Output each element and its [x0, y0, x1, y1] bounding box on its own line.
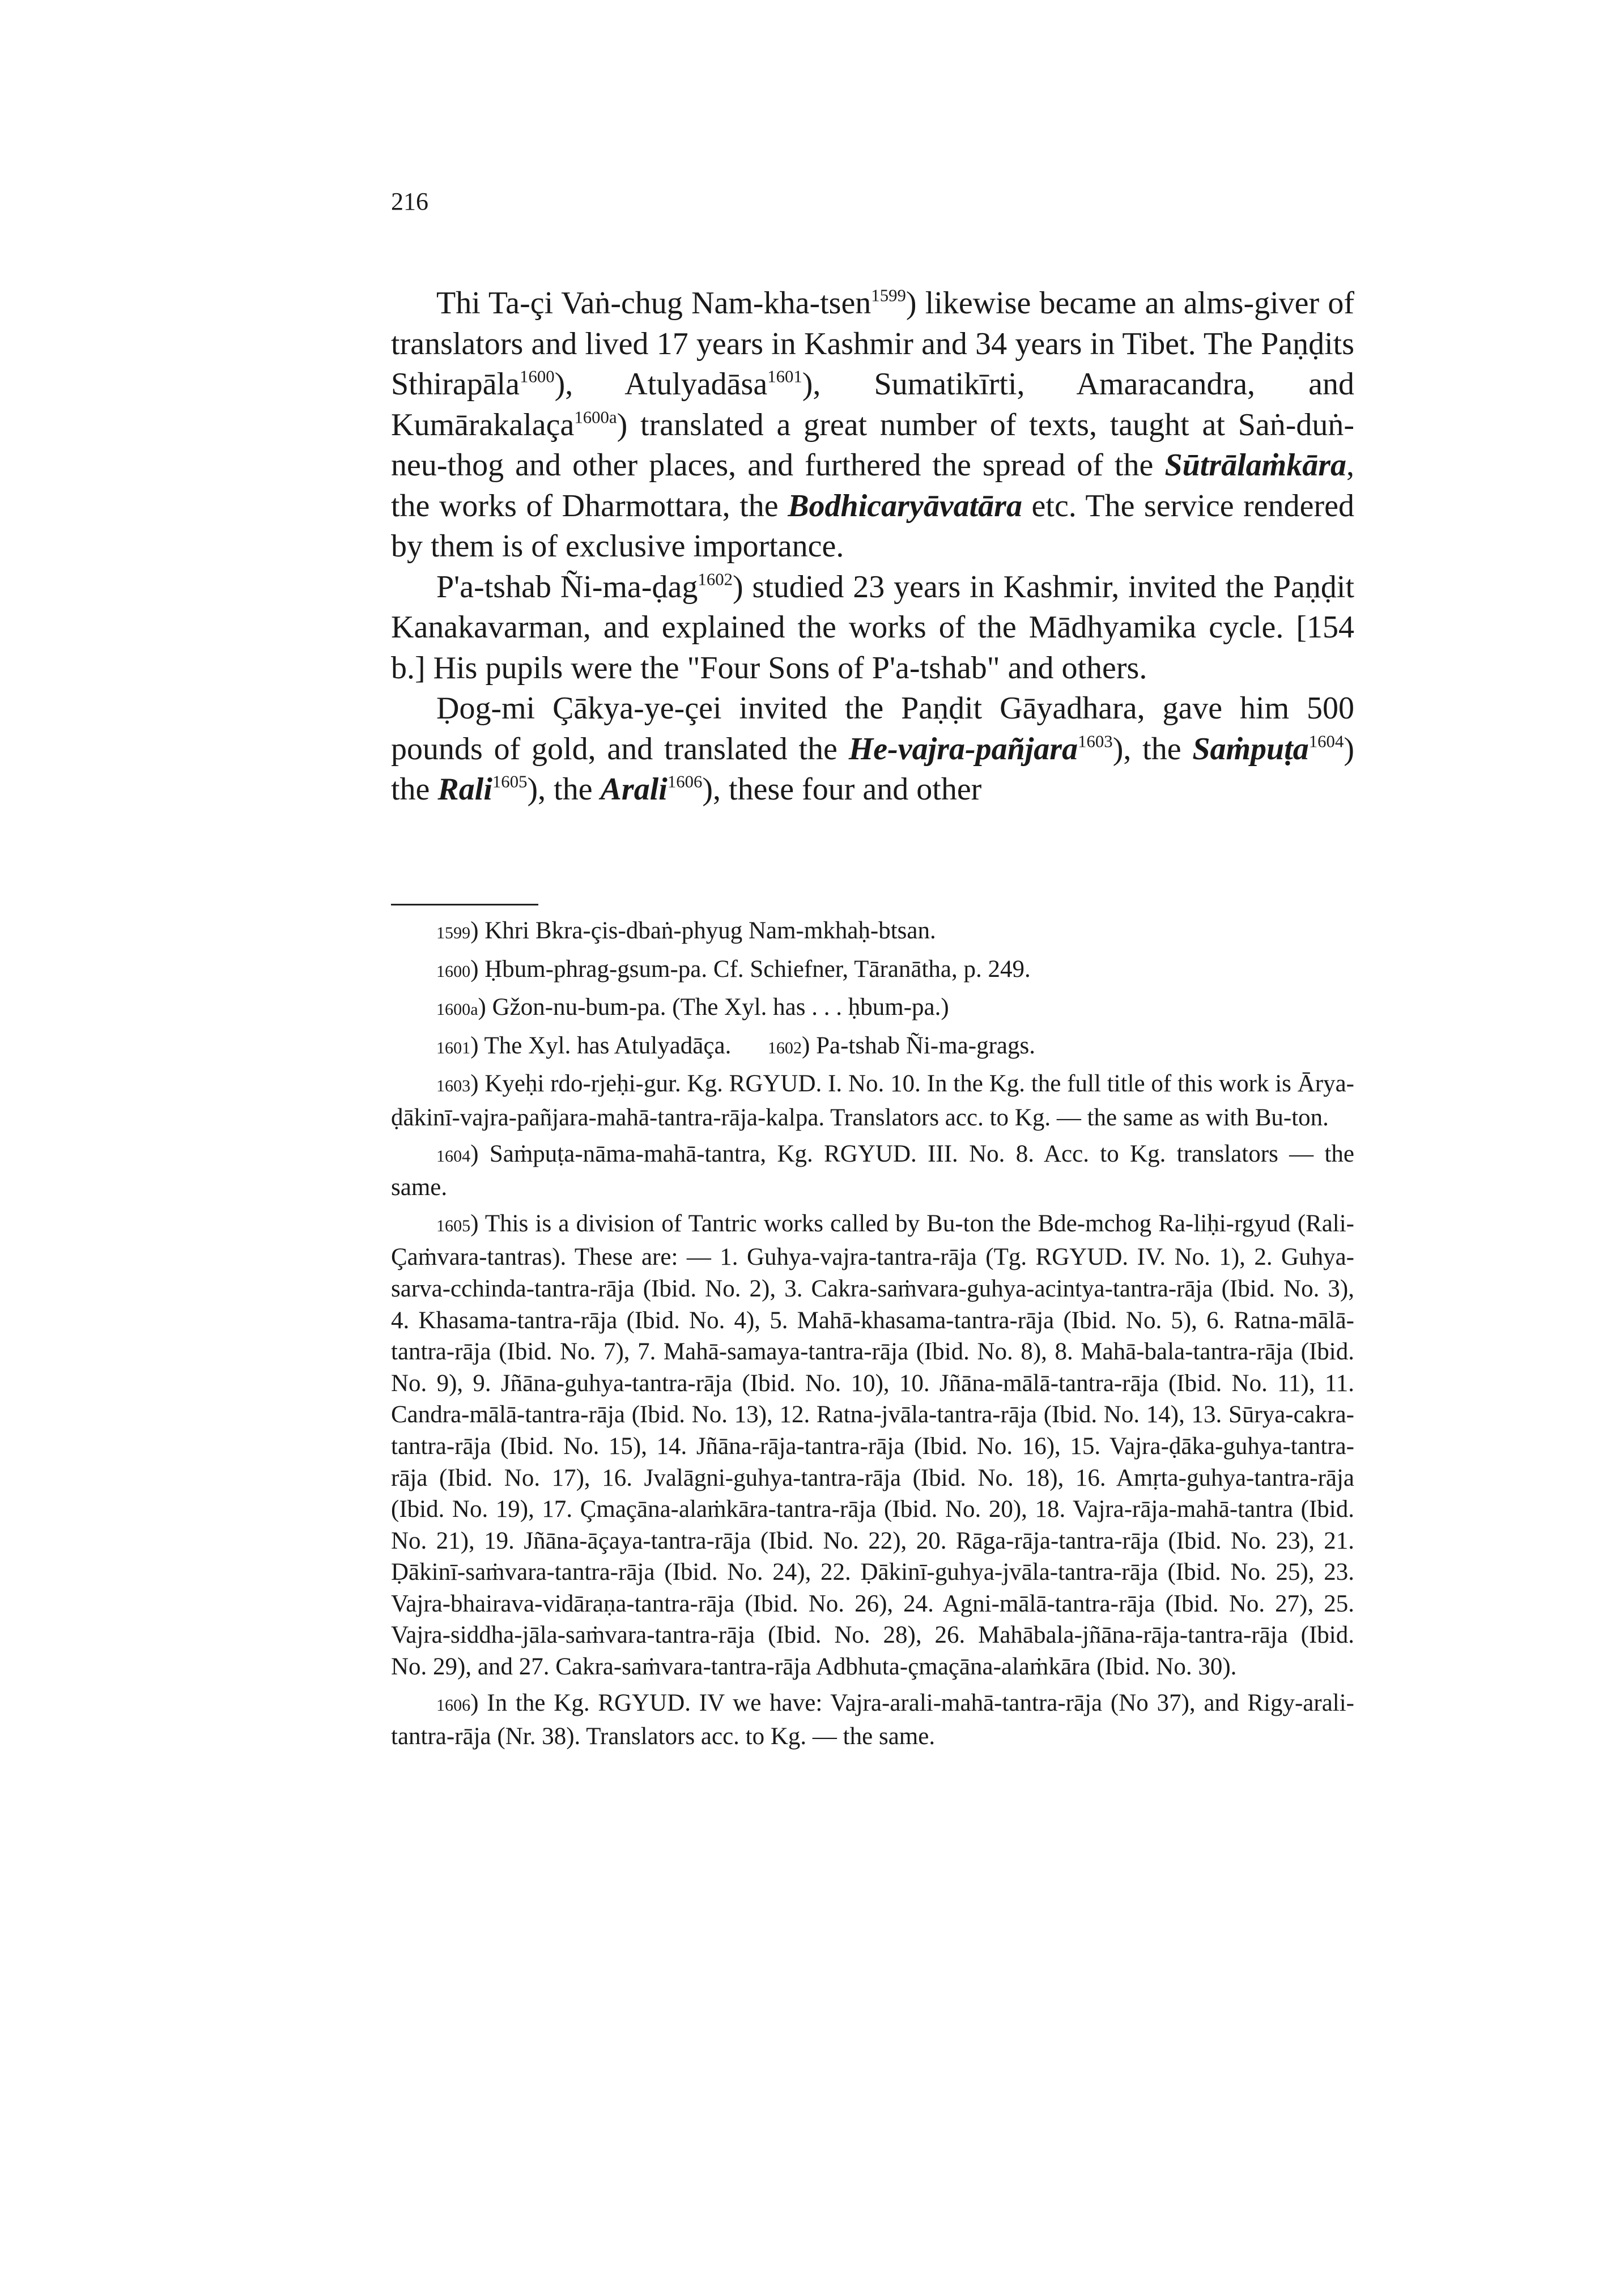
- footnote-1603: 1603) Kyeḥi rdo-rjeḥi-gur. Kg. RGYUD. I. No. 10. In the Kg. the full title of this work is Ārya-ḍākinī-vajra-pañjara-mahā-tantra-rāja-kalpa. Translators acc. to Kg. — the same as with Bu-ton.: [391, 1070, 1354, 1131]
- footnote-1600a: 1600a) Gžon-nu-bum-pa. (The Xyl. has . . . ḥbum-pa.): [436, 994, 949, 1021]
- footnote-ref: 1600: [520, 367, 555, 386]
- title-italic: Rali: [437, 772, 492, 807]
- paragraph-1: Thi Ta-çi Vaṅ-chug Nam-kha-tsen$^{1599}$) likewise became an alms-giver of translators and lived 17 years in Kashmir and 34 years in Tibet. The Paṇḍits Sthirapāla$^{1600}$), Atulyadāsa$^{1601}$), Sumatikīrti, Amaracandra, and Kumārakalaça$^{1600a}$) translated a great number of texts, taught at Saṅ-duṅ-neu-thog and other places, and furthered the spread of the Sūtrālaṁkāra, the works of Dharmottara, the Bodhicaryāvatāra etc. The service rendered by them is of exclusive importance.: [391, 286, 1355, 564]
- main-text: [391, 283, 1354, 810]
- footnote-mark: 1602: [767, 1038, 802, 1057]
- footnote-ref: 1599: [871, 286, 906, 305]
- footnote-1606: 1606) In the Kg. RGYUD. IV we have: Vajra-arali-mahā-tantra-rāja (No 37), and Rigy-arali-tantra-rāja (Nr. 38). Translators acc. to Kg. — the same.: [391, 1689, 1354, 1750]
- footnote-ref: 1604: [1308, 731, 1344, 751]
- title-italic: Saṁpuṭa: [1192, 731, 1309, 767]
- footnote-ref: 1606: [667, 772, 703, 792]
- footnote-divider: [391, 904, 538, 905]
- footnote-ref: 1602: [698, 569, 733, 589]
- footnote-mark: 1604: [436, 1146, 471, 1166]
- page-number: 216: [391, 188, 428, 215]
- title-italic: Arali: [600, 772, 668, 807]
- footnote-mark: 1603: [436, 1076, 471, 1096]
- footnote-1599: 1599) Khri Bkra-çis-dbaṅ-phyug Nam-mkhaḥ-btsan.: [436, 917, 936, 944]
- paragraph-3: Ḍog-mi Çākya-ye-çei invited the Paṇḍit Gāyadhara, gave him 500 pounds of gold, and translated the He-vajra-pañjara$^{1603}$), the Saṁpuṭa$^{1604}$) the Rali$^{1605}$), the Arali$^{1606}$), these four and other: [391, 691, 1354, 807]
- footnote-mark: 1605: [436, 1215, 471, 1235]
- footnote-mark: 1600a: [436, 1000, 478, 1019]
- footnote-1605: 1605) This is a division of Tantric works called by Bu-ton the Bde-mchog Ra-liḥi-rgyud (Rali-Çaṁvara-tantras). These are: — 1. Guhya-vajra-tantra-rāja (Tg. RGYUD. IV. No. 1), 2. Guhya-sarva-cchinda-tantra-rāja (Ibid. No. 2), 3. Cakra-saṁvara-guhya-acintya-tantra-rāja (Ibid. No. 3), 4. Khasama-tantra-rāja (Ibid. No. 4), 5. Mahā-khasama-tantra-rāja (Ibid. No. 5), 6. Ratna-mālā-tantra-rāja (Ibid. No. 7), 7. Mahā-samaya-tantra-rāja (Ibid. No. 8), 8. Mahā-bala-tantra-rāja (Ibid. No. 9), 9. Jñāna-guhya-tantra-rāja (Ibid. No. 10), 10. Jñāna-mālā-tantra-rāja (Ibid. No. 11), 11. Candra-mālā-tantra-rāja (Ibid. No. 13), 12. Ratna-jvāla-tantra-rāja (Ibid. No. 14), 13. Sūrya-cakra-tantra-rāja (Ibid. No. 15), 14. Jñāna-rāja-tantra-rāja (Ibid. No. 16), 15. Vajra-ḍāka-guhya-tantra-rāja (Ibid. No. 17), 16. Jvalāgni-guhya-tantra-rāja (Ibid. No. 18), 16. Amṛta-guhya-tantra-rāja (Ibid. No. 19), 17. Çmaçāna-alaṁkāra-tantra-rāja (Ibid. No. 20), 18. Vajra-rāja-mahā-tantra (Ibid. No. 21), 19. Jñāna-āçaya-tantra-rāja (Ibid. No. 22), 20. Rāga-rāja-tantra-rāja (Ibid. No. 23), 21. Ḍākinī-saṁvara-tantra-rāja (Ibid. No. 24), 22. Ḍākinī-guhya-jvāla-tantra-rāja (Ibid. No. 25), 23. Vajra-bhairava-vidāraṇa-tantra-rāja (Ibid. No. 26), 24. Agni-mālā-tantra-rāja (Ibid. No. 27), 25. Vajra-siddha-jāla-saṁvara-tantra-rāja (Ibid. No. 28), 26. Mahābala-jñāna-rāja-tantra-rāja (Ibid. No. 29), and 27. Cakra-saṁvara-tantra-rāja Adbhuta-çmaçāna-alaṁkāra (Ibid. No. 30).: [391, 1210, 1354, 1681]
- footnote-mark: 1600: [436, 961, 471, 981]
- footnote-1600: 1600) Ḥbum-phrag-gsum-pa. Cf. Schiefner, Tāranātha, p. 249.: [436, 955, 1031, 983]
- title-italic: He-vajra-pañjara: [848, 731, 1078, 767]
- footnote-ref: 1601: [767, 367, 802, 386]
- footnotes: [391, 915, 1354, 1757]
- footnote-1601-1602: 1601) The Xyl. has Atulyadāça. 1602) Pa-tshab Ñi-ma-grags.: [436, 1032, 1035, 1059]
- footnote-mark: 1599: [436, 923, 471, 942]
- footnote-ref: 1603: [1078, 731, 1113, 751]
- title-italic: Sūtrālaṁkāra: [1164, 448, 1346, 483]
- title-italic: Bodhicaryāvatāra: [788, 488, 1022, 524]
- footnote-mark: 1601: [436, 1038, 471, 1057]
- footnote-ref: 1600a: [574, 407, 617, 427]
- footnote-ref: 1605: [492, 772, 528, 792]
- footnote-1604: 1604) Saṁpuṭa-nāma-mahā-tantra, Kg. RGYUD. III. No. 8. Acc. to Kg. translators — the same.: [391, 1140, 1354, 1201]
- paragraph-2: P'a-tshab Ñi-ma-ḍag$^{1602}$) studied 23 years in Kashmir, invited the Paṇḍit Kanakavarman, and explained the works of the Mādhyamika cycle. [154 b.] His pupils were the "Four Sons of P'a-tshab" and others.: [391, 569, 1354, 686]
- footnote-mark: 1606: [436, 1695, 471, 1715]
